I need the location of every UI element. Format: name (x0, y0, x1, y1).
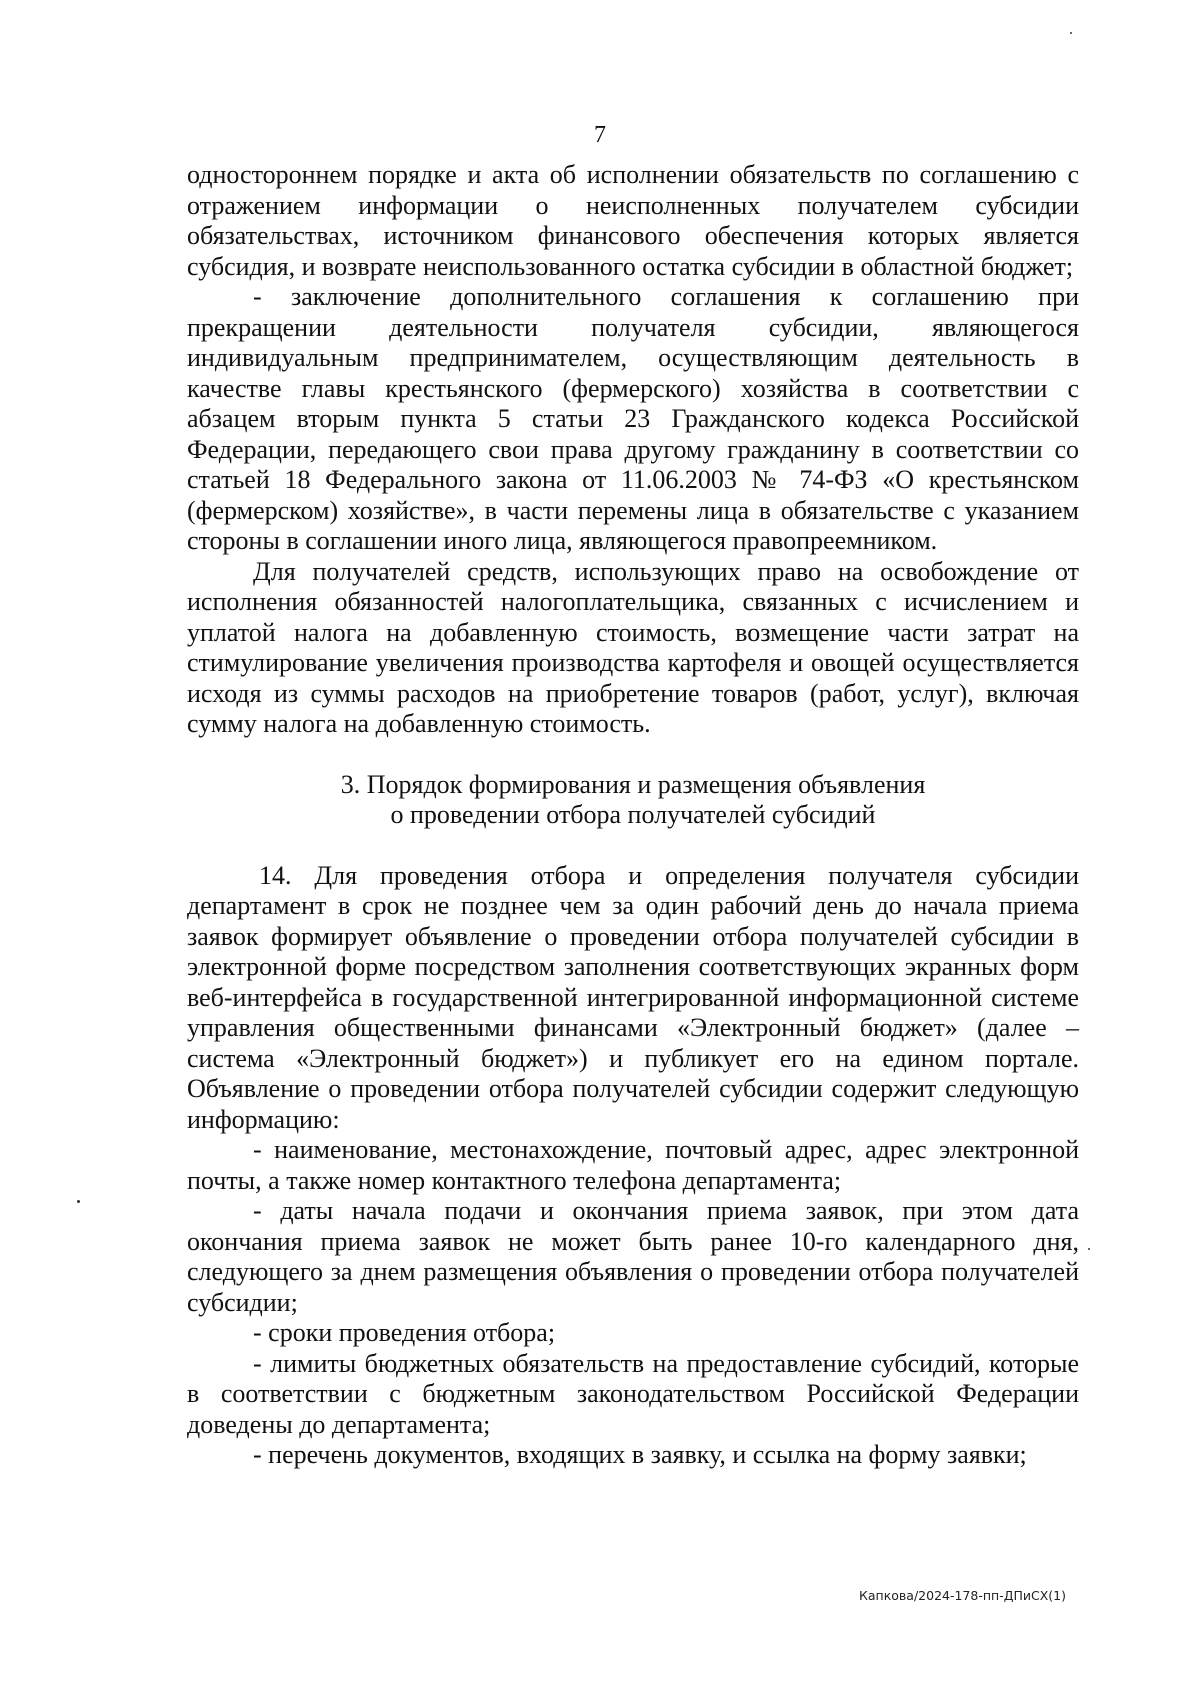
section-heading (187, 770, 1079, 831)
scan-speck (1070, 32, 1072, 34)
list-item-contacts: - наименование, местонахождение, почтовый адрес, адрес электронной почты, а также номер контактного телефона департамента; (187, 1135, 1079, 1195)
paragraph-item-14: 14. Для проведения отбора и определения получателя субсидии департамент в срок не позднее чем за один рабочий день до начала приема заявок формирует объявление о проведении отбора получателей субсидии в электронной форме посредством заполнения соответствующих экранных форм веб-интерфейса в государственной интегрированной информационной системе управления общественными финансами «Электронный бюджет» (далее – система «Электронный бюджет») и публикует его на едином портале. Объявление о проведении отбора получателей субсидии содержит следующую информацию: (187, 860, 1079, 1134)
document-reference: Капкова/2024-178-пп-ДПиСХ(1) (859, 1588, 1066, 1603)
section-heading-line-1: 3. Порядок формирования и размещения объявления (340, 769, 926, 799)
paragraph-continuation: одностороннем порядке и акта об исполнении обязательств по соглашению с отражением информации о неисполненных получателем субсидии обязательствах, источником финансового обеспечения которых является субсидия, и возврате неиспользованного остатка субсидии в областной бюджет; (187, 160, 1079, 281)
section-heading-line-2: о проведении отбора получателей субсидий (390, 800, 876, 829)
list-item-terms: - сроки проведения отбора; (253, 1318, 556, 1347)
list-item-documents: - перечень документов, входящих в заявку, и ссылка на форму заявки; (253, 1440, 1027, 1469)
paragraph-vat-exemption: Для получателей средств, использующих право на освобождение от исполнения обязанностей налогоплательщика, связанных с исчислением и уплатой налога на добавленную стоимость, возмещение части затрат на стимулирование увеличения производства картофеля и овощей осуществляется исходя из суммы расходов на приобретение товаров (работ, услуг), включая сумму налога на добавленную стоимость. (187, 556, 1079, 738)
scan-speck (1088, 1248, 1090, 1250)
list-item-supplementary-agreement: - заключение дополнительного соглашения к соглашению при прекращении деятельности получателя субсидии, являющегося индивидуальным предпринимателем, осуществляющим деятельность в качестве главы крестьянского (фермерского) хозяйства в соответствии с абзацем вторым пункта 5 статьи 23 Гражданского кодекса Российской Федерации, передающего свои права другому гражданину в соответствии со статьей 18 Федерального закона от 11.06.2003 № 74-ФЗ «О крестьянском (фермерском) хозяйстве», в части перемены лица в обязательстве с указанием стороны в соглашении иного лица, являющегося правопреемником. (187, 282, 1079, 555)
list-item-limits: - лимиты бюджетных обязательств на предоставление субсидий, которые в соответствии с бюджетным законодательством Российской Федерации доведены до департамента; (187, 1348, 1079, 1439)
list-item-dates: - даты начала подачи и окончания приема заявок, при этом дата окончания приема заявок не может быть ранее 10-го календарного дня, следующего за днем размещения объявления о проведении отбора получателей субсидии; (187, 1196, 1079, 1317)
document-body (187, 160, 1079, 1471)
scan-speck (77, 1200, 80, 1203)
page-number: 7 (594, 122, 606, 148)
